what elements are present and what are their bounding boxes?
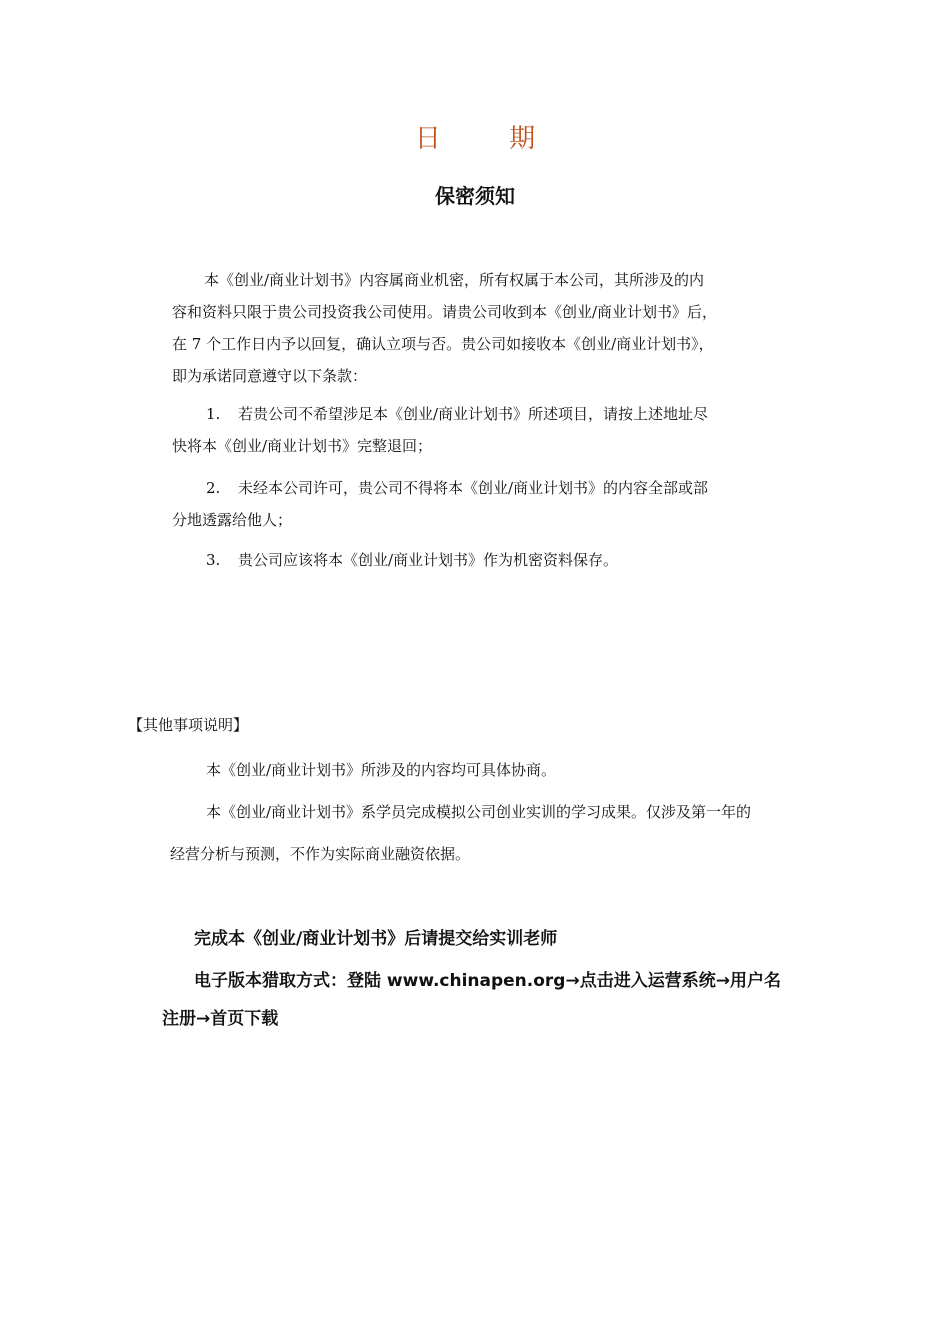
clause-number: 2. bbox=[206, 479, 221, 497]
clause-number: 1. bbox=[206, 405, 221, 423]
other-note-2-cont: 经营分析与预测，不作为实际商业融资依据。 bbox=[170, 845, 471, 863]
intro-line-2: 容和资料只限于贵公司投资我公司使用。请贵公司收到本《创业/商业计划书》后， bbox=[172, 303, 718, 321]
clause-1-cont: 快将本《创业/商业计划书》完整退回； bbox=[172, 437, 433, 455]
intro-line-4: 即为承诺同意遵守以下条款： bbox=[172, 367, 368, 385]
download-instruction: 电子版本猎取方式：登陆 www.chinapen.org→点击进入运营系统→用户名 bbox=[194, 971, 781, 991]
intro-line-3: 在 7 个工作日内予以回复，确认立项与否。贵公司如接收本《创业/商业计划书》， bbox=[172, 335, 714, 353]
clause-1 bbox=[206, 398, 708, 430]
download-instruction-cont: 注册→首页下载 bbox=[162, 1009, 279, 1029]
submit-instruction: 完成本《创业/商业计划书》后请提交给实训老师 bbox=[194, 929, 558, 949]
intro-line-1: 本《创业/商业计划书》内容属商业机密，所有权属于本公司，其所涉及的内 bbox=[204, 271, 705, 289]
other-note-2: 本《创业/商业计划书》系学员完成模拟公司创业实训的学习成果。仅涉及第一年的 bbox=[206, 803, 752, 821]
confidentiality-title: 保密须知 bbox=[435, 184, 515, 208]
other-note-1: 本《创业/商业计划书》所涉及的内容均可具体协商。 bbox=[206, 761, 557, 779]
other-notes-heading: 【其他事项说明】 bbox=[128, 716, 249, 734]
clause-text: 若贵公司不希望涉足本《创业/商业计划书》所述项目，请按上述地址尽 bbox=[238, 405, 709, 423]
clause-text: 贵公司应该将本《创业/商业计划书》作为机密资料保存。 bbox=[238, 551, 619, 569]
clause-2 bbox=[206, 472, 708, 504]
clause-3 bbox=[206, 544, 618, 576]
clause-2-cont: 分地透露给他人； bbox=[172, 511, 293, 529]
clause-text: 未经本公司许可，贵公司不得将本《创业/商业计划书》的内容全部或部 bbox=[238, 479, 709, 497]
clause-number: 3. bbox=[206, 551, 221, 569]
date-title: 日 期 bbox=[414, 124, 566, 154]
